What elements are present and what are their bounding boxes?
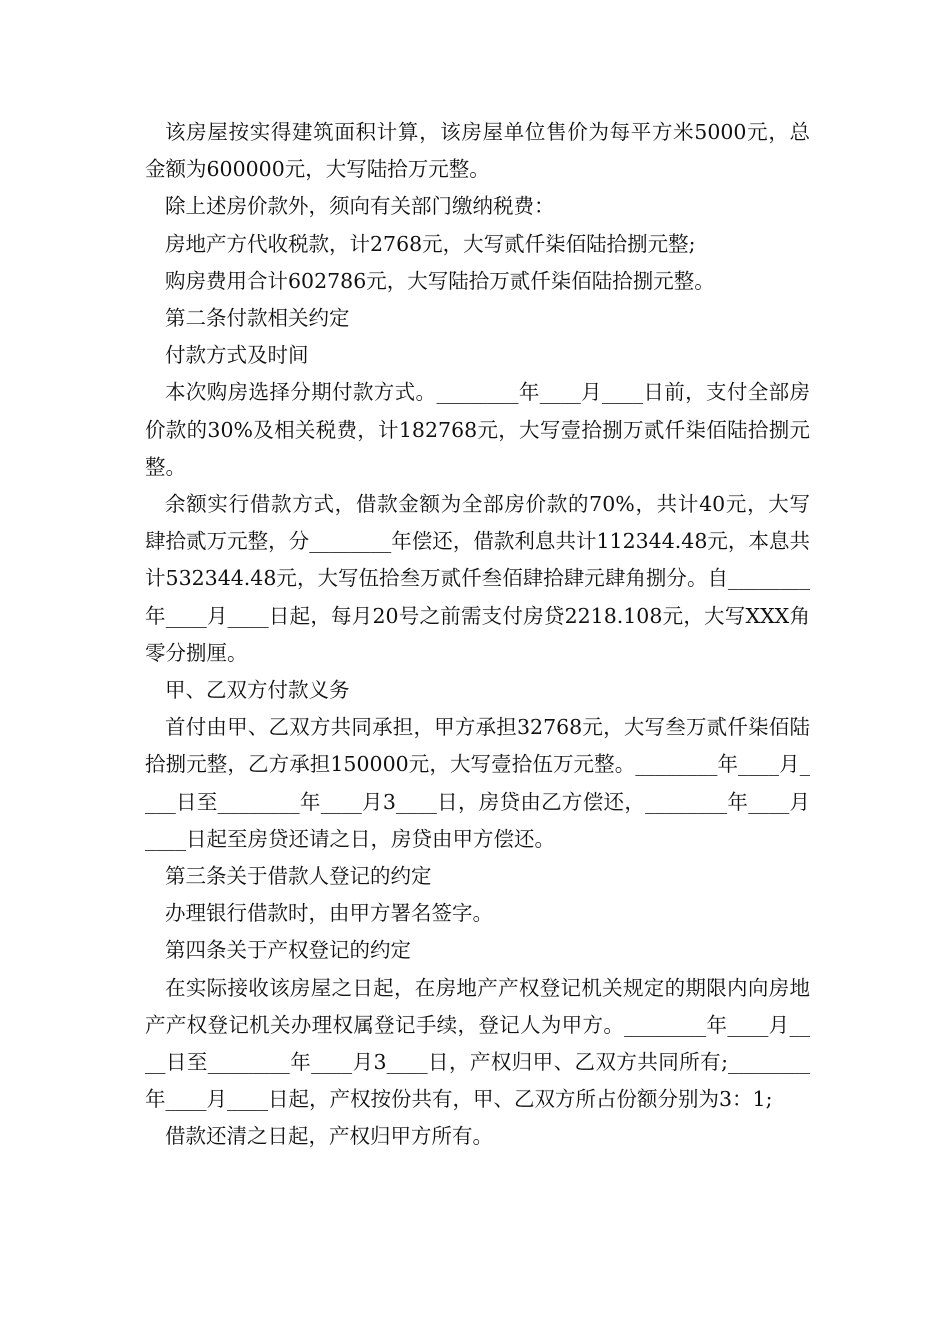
paragraph-price: 该房屋按实得建筑面积计算，该房屋单位售价为每平方米5000元，总金额为600000元，大写陆拾万元整。: [145, 120, 810, 182]
paragraph-property-registration: 在实际接收该房屋之日起，在房地产产权登记机关规定的期限内向房地产产权登记机关办理权属登记手续，登记人为甲方。________年____月____日至________年____月3____日，产权归甲、乙双方共同所有;________年____月____日起，产权按份共有，甲、乙双方所占份额分别为3：1;: [145, 975, 810, 1112]
paragraph-installment: 本次购房选择分期付款方式。________年____月____日前，支付全部房价款的30%及相关税费，计182768元，大写壹拾捌万贰仟柒佰陆拾捌元整。: [145, 380, 810, 479]
subheading-payment-method: 付款方式及时间: [165, 343, 309, 368]
document-body: [145, 114, 810, 1156]
heading-article-4: 第四条关于产权登记的约定: [165, 938, 411, 963]
heading-article-2: 第二条付款相关约定: [165, 306, 350, 331]
subheading-payment-obligations: 甲、乙双方付款义务: [165, 678, 350, 703]
paragraph-loan: 余额实行借款方式，借款金额为全部房价款的70%，共计40元，大写肆拾贰万元整，分________年偿还，借款利息共计112344.48元，本息共计532344.48元，大写伍拾叁万贰仟叁佰肆拾肆元肆角捌分。自________年____月____日起，每月20号之前需支付房贷2218.108元，大写XXX角零分捌厘。: [145, 492, 810, 665]
heading-article-3: 第三条关于借款人登记的约定: [165, 864, 432, 889]
paragraph-tax-amount: 房地产方代收税款，计2768元，大写贰仟柒佰陆拾捌元整;: [165, 231, 696, 256]
paragraph-down-payment: 首付由甲、乙双方共同承担，甲方承担32768元，大写叁万贰仟柒佰陆拾捌元整，乙方承担150000元，大写壹拾伍万元整。________年____月____日至________年____月3____日，房贷由乙方偿还，________年____月____日起至房贷还请之日，房贷由甲方偿还。: [145, 715, 810, 851]
paragraph-taxes-intro: 除上述房价款外，须向有关部门缴纳税费：: [165, 194, 555, 219]
paragraph-ownership-after-repayment: 借款还清之日起，产权归甲方所有。: [165, 1124, 493, 1149]
paragraph-total-cost: 购房费用合计602786元，大写陆拾万贰仟柒佰陆拾捌元整。: [165, 268, 715, 293]
paragraph-bank-signature: 办理银行借款时，由甲方署名签字。: [165, 901, 493, 926]
